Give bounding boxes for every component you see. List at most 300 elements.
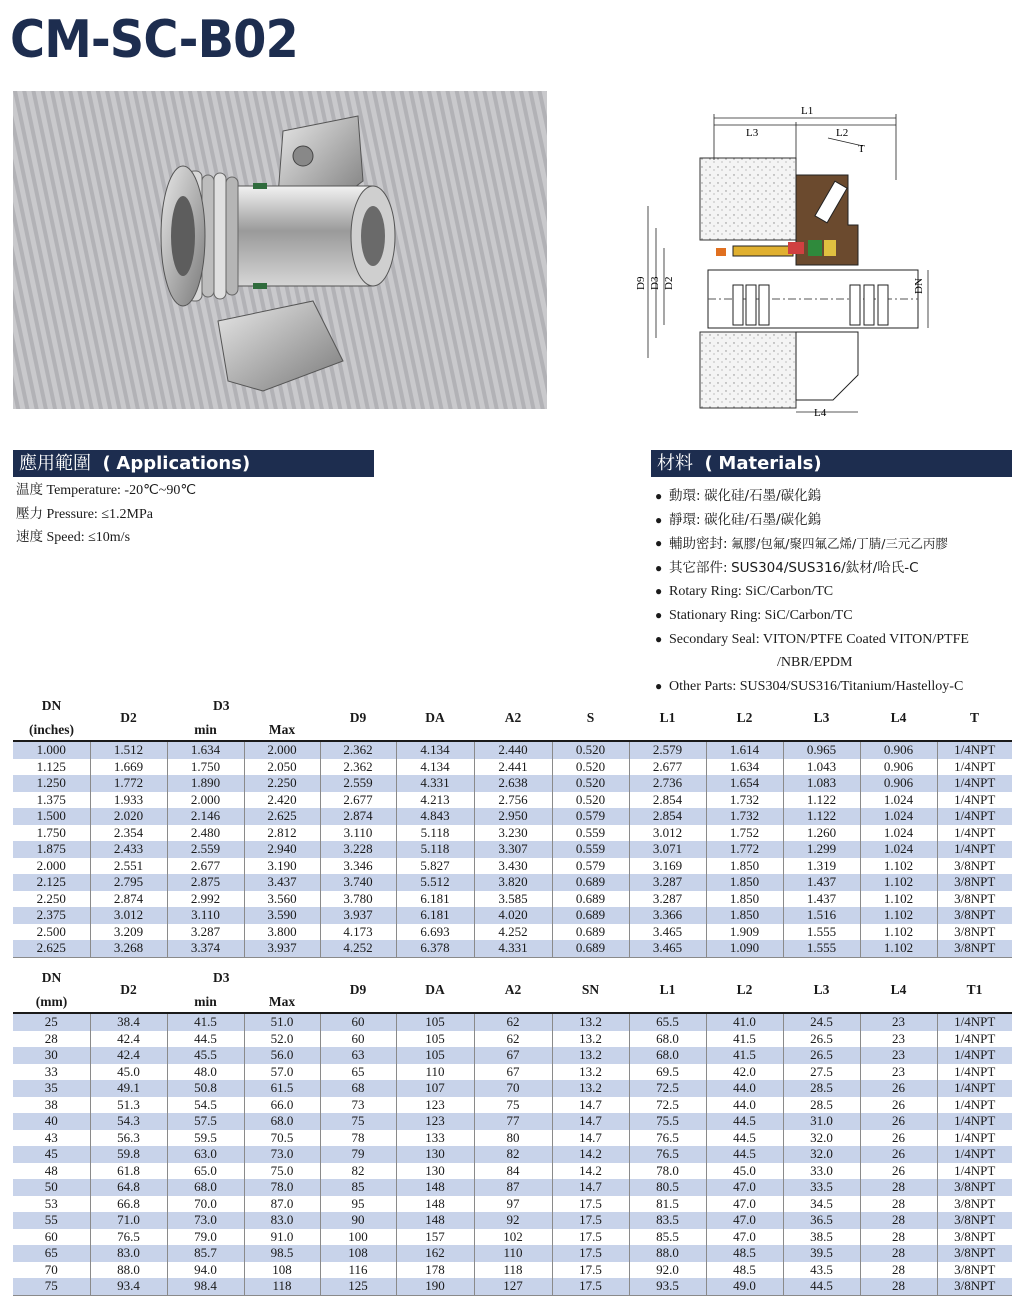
table-cell: 26: [860, 1163, 937, 1180]
table-cell: 23: [860, 1013, 937, 1031]
table-cell: 1.122: [783, 792, 860, 809]
table-cell: 28: [860, 1229, 937, 1246]
table-cell: 88.0: [629, 1245, 706, 1262]
table-cell: 62: [474, 1031, 552, 1048]
table-cell: 3/8NPT: [937, 858, 1012, 875]
table-row: [13, 1245, 1012, 1262]
material-line: ● Stationary Ring: SiC/Carbon/TC: [655, 607, 853, 623]
table-cell: 17.5: [552, 1196, 629, 1213]
table-cell: 68.0: [629, 1031, 706, 1048]
table-cell: 61.5: [244, 1080, 320, 1097]
table-cell: 2.677: [167, 858, 244, 875]
table-cell: 105: [396, 1013, 474, 1031]
table-cell: 98.5: [244, 1245, 320, 1262]
table-cell: 42.4: [90, 1047, 167, 1064]
table-cell: 0.906: [860, 741, 937, 759]
table-cell: 30: [13, 1047, 90, 1064]
table-cell: 3/8NPT: [937, 907, 1012, 924]
table-cell: 26: [860, 1146, 937, 1163]
material-line: ● 其它部件: SUS304/SUS316/鈦材/哈氏-C: [655, 559, 919, 576]
dim-label-d9: D9: [635, 276, 647, 290]
product-title: CM-SC-B02: [10, 10, 298, 70]
header-d2: D2: [90, 698, 167, 741]
table-cell: 72.5: [629, 1080, 706, 1097]
table-cell: 0.906: [860, 775, 937, 792]
table-cell: 1.850: [706, 891, 783, 908]
table-cell: 1/4NPT: [937, 1031, 1012, 1048]
table-cell: 2.420: [244, 792, 320, 809]
table-cell: 75.0: [244, 1163, 320, 1180]
table-cell: 48: [13, 1163, 90, 1180]
table-cell: 41.5: [706, 1047, 783, 1064]
table-cell: 28: [860, 1278, 937, 1295]
table-cell: 51.0: [244, 1013, 320, 1031]
table-cell: 1/4NPT: [937, 841, 1012, 858]
table-cell: 13.2: [552, 1031, 629, 1048]
table-cell: 36.5: [783, 1212, 860, 1229]
table-cell: 1.024: [860, 825, 937, 842]
table-cell: 2.950: [474, 808, 552, 825]
table-row: [13, 1229, 1012, 1246]
dim-label-dn: DN: [913, 278, 925, 294]
table-cell: 75.5: [629, 1113, 706, 1130]
table-cell: 45: [13, 1146, 90, 1163]
header-d9: D9: [320, 970, 396, 1013]
table-cell: 66.0: [244, 1097, 320, 1114]
dim-label-l1: L1: [801, 105, 814, 117]
table-cell: 1.732: [706, 808, 783, 825]
table-cell: 85.7: [167, 1245, 244, 1262]
table-cell: 73: [320, 1097, 396, 1114]
table-cell: 3/8NPT: [937, 891, 1012, 908]
table-cell: 3/8NPT: [937, 1212, 1012, 1229]
table-row: [13, 1262, 1012, 1279]
table-cell: 4.252: [320, 940, 396, 957]
table-cell: 60: [320, 1031, 396, 1048]
table-cell: 3/8NPT: [937, 1229, 1012, 1246]
table-cell: 1.102: [860, 858, 937, 875]
table-cell: 75: [13, 1278, 90, 1295]
table-row: [13, 874, 1012, 891]
table-cell: 1.634: [706, 759, 783, 776]
table-cell: 2.441: [474, 759, 552, 776]
header-da: DA: [396, 970, 474, 1013]
table-cell: 1/4NPT: [937, 1097, 1012, 1114]
table-cell: 0.965: [783, 741, 860, 759]
table-cell: 38: [13, 1097, 90, 1114]
table-cell: 50: [13, 1179, 90, 1196]
table-cell: 93.4: [90, 1278, 167, 1295]
table-cell: 3.937: [320, 907, 396, 924]
table-cell: 5.827: [396, 858, 474, 875]
table-cell: 4.331: [396, 775, 474, 792]
table-cell: 3/8NPT: [937, 940, 1012, 957]
table-cell: 2.125: [13, 874, 90, 891]
table-cell: 1.125: [13, 759, 90, 776]
table-cell: 3.012: [629, 825, 706, 842]
table-cell: 1/4NPT: [937, 775, 1012, 792]
table-cell: 75: [320, 1113, 396, 1130]
table-cell: 1.083: [783, 775, 860, 792]
table-cell: 2.050: [244, 759, 320, 776]
table-cell: 118: [244, 1278, 320, 1295]
table-cell: 2.854: [629, 808, 706, 825]
table-cell: 2.638: [474, 775, 552, 792]
table-cell: 2.559: [320, 775, 396, 792]
table-cell: 13.2: [552, 1064, 629, 1081]
table-cell: 40: [13, 1113, 90, 1130]
table-cell: 3.169: [629, 858, 706, 875]
table-cell: 2.375: [13, 907, 90, 924]
table-cell: 2.250: [244, 775, 320, 792]
table-cell: 23: [860, 1031, 937, 1048]
table-row: [13, 841, 1012, 858]
table-cell: 108: [244, 1262, 320, 1279]
table-cell: 0.906: [860, 759, 937, 776]
table-cell: 78.0: [629, 1163, 706, 1180]
table-cell: 0.689: [552, 891, 629, 908]
table-cell: 1.090: [706, 940, 783, 957]
header-dn: DN (mm): [13, 970, 90, 1013]
table-cell: 3.190: [244, 858, 320, 875]
table-cell: 1.024: [860, 808, 937, 825]
table-cell: 190: [396, 1278, 474, 1295]
table-cell: 4.134: [396, 741, 474, 759]
table-cell: 91.0: [244, 1229, 320, 1246]
table-cell: 2.677: [629, 759, 706, 776]
table-cell: 2.992: [167, 891, 244, 908]
table-cell: 3/8NPT: [937, 1196, 1012, 1213]
table-cell: 14.7: [552, 1097, 629, 1114]
table-cell: 70.0: [167, 1196, 244, 1213]
cross-section-drawing: [628, 100, 988, 420]
table-cell: 1.043: [783, 759, 860, 776]
table-cell: 6.181: [396, 891, 474, 908]
table-cell: 0.579: [552, 808, 629, 825]
table-cell: 60: [13, 1229, 90, 1246]
table-cell: 84: [474, 1163, 552, 1180]
header-s: S: [552, 698, 629, 741]
table-cell: 1.319: [783, 858, 860, 875]
table-cell: 45.0: [90, 1064, 167, 1081]
table-cell: 2.812: [244, 825, 320, 842]
table-cell: 3.465: [629, 940, 706, 957]
table-cell: 118: [474, 1262, 552, 1279]
table-cell: 1.555: [783, 940, 860, 957]
header-l3: L3: [783, 698, 860, 741]
table-cell: 23: [860, 1047, 937, 1064]
material-line: ● Rotary Ring: SiC/Carbon/TC: [655, 584, 834, 600]
table-cell: 59.5: [167, 1130, 244, 1147]
table-cell: 3/8NPT: [937, 1245, 1012, 1262]
table-cell: 2.756: [474, 792, 552, 809]
table-cell: 4.213: [396, 792, 474, 809]
table-cell: 59.8: [90, 1146, 167, 1163]
header-a2: A2: [474, 698, 552, 741]
table-cell: 1.933: [90, 792, 167, 809]
table-cell: 107: [396, 1080, 474, 1097]
materials-header: 材料 ( Materials): [651, 450, 1012, 477]
table-cell: 3.012: [90, 907, 167, 924]
table-cell: 53: [13, 1196, 90, 1213]
table-cell: 81.5: [629, 1196, 706, 1213]
table-cell: 26: [860, 1130, 937, 1147]
table-cell: 68.0: [167, 1179, 244, 1196]
table-cell: 2.875: [167, 874, 244, 891]
table-cell: 3.740: [320, 874, 396, 891]
table-cell: 1/4NPT: [937, 759, 1012, 776]
table-cell: 32.0: [783, 1130, 860, 1147]
table-cell: 1.875: [13, 841, 90, 858]
table-cell: 102: [474, 1229, 552, 1246]
table-cell: 49.1: [90, 1080, 167, 1097]
table-cell: 1.500: [13, 808, 90, 825]
header-d3-max: Max: [244, 970, 320, 1013]
table-cell: 1.102: [860, 924, 937, 941]
table-cell: 88.0: [90, 1262, 167, 1279]
table-cell: 51.3: [90, 1097, 167, 1114]
table-cell: 2.440: [474, 741, 552, 759]
table-cell: 1/4NPT: [937, 1163, 1012, 1180]
table-cell: 69.5: [629, 1064, 706, 1081]
application-line: 温度 Temperature: -20℃~90℃: [16, 482, 197, 498]
table-cell: 47.0: [706, 1212, 783, 1229]
table-cell: 1.654: [706, 775, 783, 792]
table-cell: 2.551: [90, 858, 167, 875]
table-cell: 43.5: [783, 1262, 860, 1279]
table-cell: 70.5: [244, 1130, 320, 1147]
table-cell: 41.5: [167, 1013, 244, 1031]
table-cell: 1.909: [706, 924, 783, 941]
table-cell: 92.0: [629, 1262, 706, 1279]
table-cell: 42.0: [706, 1064, 783, 1081]
table-cell: 3.307: [474, 841, 552, 858]
table-row: [13, 808, 1012, 825]
table-cell: 148: [396, 1179, 474, 1196]
table-cell: 1.375: [13, 792, 90, 809]
table-row: [13, 907, 1012, 924]
table-cell: 2.874: [90, 891, 167, 908]
dim-label-t: T: [858, 143, 865, 155]
table-cell: 3/8NPT: [937, 1278, 1012, 1295]
table-cell: 87: [474, 1179, 552, 1196]
table-cell: 3.437: [244, 874, 320, 891]
table-cell: 1.890: [167, 775, 244, 792]
table-cell: 1.250: [13, 775, 90, 792]
table-cell: 1.850: [706, 907, 783, 924]
table-cell: 2.874: [320, 808, 396, 825]
table-cell: 1.752: [706, 825, 783, 842]
table-cell: 78: [320, 1130, 396, 1147]
table-cell: 42.4: [90, 1031, 167, 1048]
table-cell: 6.693: [396, 924, 474, 941]
table-cell: 1.000: [13, 741, 90, 759]
table-cell: 6.181: [396, 907, 474, 924]
table-cell: 3.110: [167, 907, 244, 924]
table-cell: 44.5: [706, 1130, 783, 1147]
table-cell: 26: [860, 1113, 937, 1130]
table-row: [13, 1163, 1012, 1180]
table-cell: 24.5: [783, 1013, 860, 1031]
applications-header-cn: 應用範圍: [19, 453, 91, 474]
header-l3: L3: [783, 970, 860, 1013]
table-cell: 0.559: [552, 825, 629, 842]
table-row: [13, 1113, 1012, 1130]
table-cell: 28: [860, 1179, 937, 1196]
table-cell: 75: [474, 1097, 552, 1114]
header-l2: L2: [706, 698, 783, 741]
table-cell: 3.287: [629, 891, 706, 908]
table-cell: 1/4NPT: [937, 792, 1012, 809]
table-cell: 3.590: [244, 907, 320, 924]
table-cell: 1.669: [90, 759, 167, 776]
materials-list: [655, 485, 1020, 698]
table-cell: 125: [320, 1278, 396, 1295]
table-cell: 65: [320, 1064, 396, 1081]
table-cell: 82: [474, 1146, 552, 1163]
table-row: [13, 1097, 1012, 1114]
table-cell: 80.5: [629, 1179, 706, 1196]
table-cell: 2.000: [167, 792, 244, 809]
dim-label-d2: D2: [663, 276, 675, 290]
table-cell: 100: [320, 1229, 396, 1246]
table-cell: 13.2: [552, 1080, 629, 1097]
table-cell: 28.5: [783, 1080, 860, 1097]
table-cell: 14.2: [552, 1163, 629, 1180]
table-cell: 68.0: [244, 1113, 320, 1130]
table-cell: 1.102: [860, 891, 937, 908]
table-cell: 2.000: [244, 741, 320, 759]
table-cell: 33: [13, 1064, 90, 1081]
table-cell: 178: [396, 1262, 474, 1279]
table-cell: 3.820: [474, 874, 552, 891]
table-cell: 48.0: [167, 1064, 244, 1081]
table-cell: 1.772: [90, 775, 167, 792]
table-cell: 3.465: [629, 924, 706, 941]
table-cell: 1/4NPT: [937, 1146, 1012, 1163]
table-cell: 79.0: [167, 1229, 244, 1246]
header-t: T: [937, 698, 1012, 741]
table-row: [13, 1196, 1012, 1213]
table-cell: 2.677: [320, 792, 396, 809]
table-cell: 2.250: [13, 891, 90, 908]
table-cell: 14.7: [552, 1179, 629, 1196]
table-cell: 47.0: [706, 1179, 783, 1196]
table-cell: 1/4NPT: [937, 825, 1012, 842]
table-cell: 105: [396, 1031, 474, 1048]
table-cell: 2.362: [320, 741, 396, 759]
table-cell: 3.230: [474, 825, 552, 842]
table-cell: 157: [396, 1229, 474, 1246]
materials-header-en: Materials: [718, 453, 814, 474]
table-cell: 32.0: [783, 1146, 860, 1163]
table-cell: 13.2: [552, 1013, 629, 1031]
table-cell: 26: [860, 1097, 937, 1114]
table-cell: 68.0: [629, 1047, 706, 1064]
material-line: ● 靜環: 碳化硅/石墨/碳化鎢: [655, 511, 822, 528]
table-cell: 0.689: [552, 940, 629, 957]
table-row: [13, 825, 1012, 842]
table-cell: 110: [474, 1245, 552, 1262]
table-cell: 2.559: [167, 841, 244, 858]
table-cell: 3/8NPT: [937, 1262, 1012, 1279]
table-cell: 44.0: [706, 1080, 783, 1097]
table-cell: 83.0: [244, 1212, 320, 1229]
table-cell: 85.5: [629, 1229, 706, 1246]
table-cell: 3.780: [320, 891, 396, 908]
header-d3-min: D3 min: [167, 970, 244, 1013]
table-cell: 28: [860, 1262, 937, 1279]
table-cell: 2.795: [90, 874, 167, 891]
table-cell: 4.173: [320, 924, 396, 941]
table-cell: 63.0: [167, 1146, 244, 1163]
table-cell: 66.8: [90, 1196, 167, 1213]
table-cell: 0.689: [552, 874, 629, 891]
table-cell: 56.3: [90, 1130, 167, 1147]
table-cell: 3.366: [629, 907, 706, 924]
table-cell: 1.634: [167, 741, 244, 759]
table-row: [13, 858, 1012, 875]
table-row: [13, 924, 1012, 941]
applications-header-en: Applications: [116, 453, 242, 474]
table-cell: 61.8: [90, 1163, 167, 1180]
table-cell: 1.437: [783, 891, 860, 908]
table-cell: 28: [860, 1245, 937, 1262]
table-cell: 3/8NPT: [937, 1179, 1012, 1196]
table-cell: 82: [320, 1163, 396, 1180]
table-cell: 1/4NPT: [937, 1047, 1012, 1064]
table-cell: 2.736: [629, 775, 706, 792]
table-cell: 83.5: [629, 1212, 706, 1229]
material-line: ● Secondary Seal: VITON/PTFE Coated VITON/PTFE: [655, 631, 969, 647]
table-cell: 3.937: [244, 940, 320, 957]
table-cell: 54.5: [167, 1097, 244, 1114]
table-row: [13, 1064, 1012, 1081]
dimensions-table-inches: [13, 698, 1012, 958]
table-cell: 2.480: [167, 825, 244, 842]
table-cell: 25: [13, 1013, 90, 1031]
header-d9: D9: [320, 698, 396, 741]
table-row: [13, 1146, 1012, 1163]
table-cell: 14.2: [552, 1146, 629, 1163]
table-cell: 95: [320, 1196, 396, 1213]
applications-header: 應用範圍 ( Applications): [13, 450, 374, 477]
table-cell: 110: [396, 1064, 474, 1081]
header-da: DA: [396, 698, 474, 741]
table-cell: 2.854: [629, 792, 706, 809]
table-cell: 64.8: [90, 1179, 167, 1196]
table-cell: 4.843: [396, 808, 474, 825]
table-cell: 17.5: [552, 1229, 629, 1246]
seal-render-image: [13, 91, 547, 409]
table-cell: 4.134: [396, 759, 474, 776]
table-cell: 1/4NPT: [937, 1064, 1012, 1081]
table-cell: 26.5: [783, 1031, 860, 1048]
table-row: [13, 1212, 1012, 1229]
table-cell: 13.2: [552, 1047, 629, 1064]
table-cell: 148: [396, 1212, 474, 1229]
table-cell: 94.0: [167, 1262, 244, 1279]
header-l2: L2: [706, 970, 783, 1013]
material-line: ● 動環: 碳化硅/石墨/碳化鎢: [655, 488, 822, 504]
table-cell: 83.0: [90, 1245, 167, 1262]
table-cell: 48.5: [706, 1262, 783, 1279]
table-cell: 71.0: [90, 1212, 167, 1229]
table-cell: 50.8: [167, 1080, 244, 1097]
table-cell: 67: [474, 1064, 552, 1081]
table-cell: 2.146: [167, 808, 244, 825]
dimensions-table-mm: [13, 970, 1012, 1296]
